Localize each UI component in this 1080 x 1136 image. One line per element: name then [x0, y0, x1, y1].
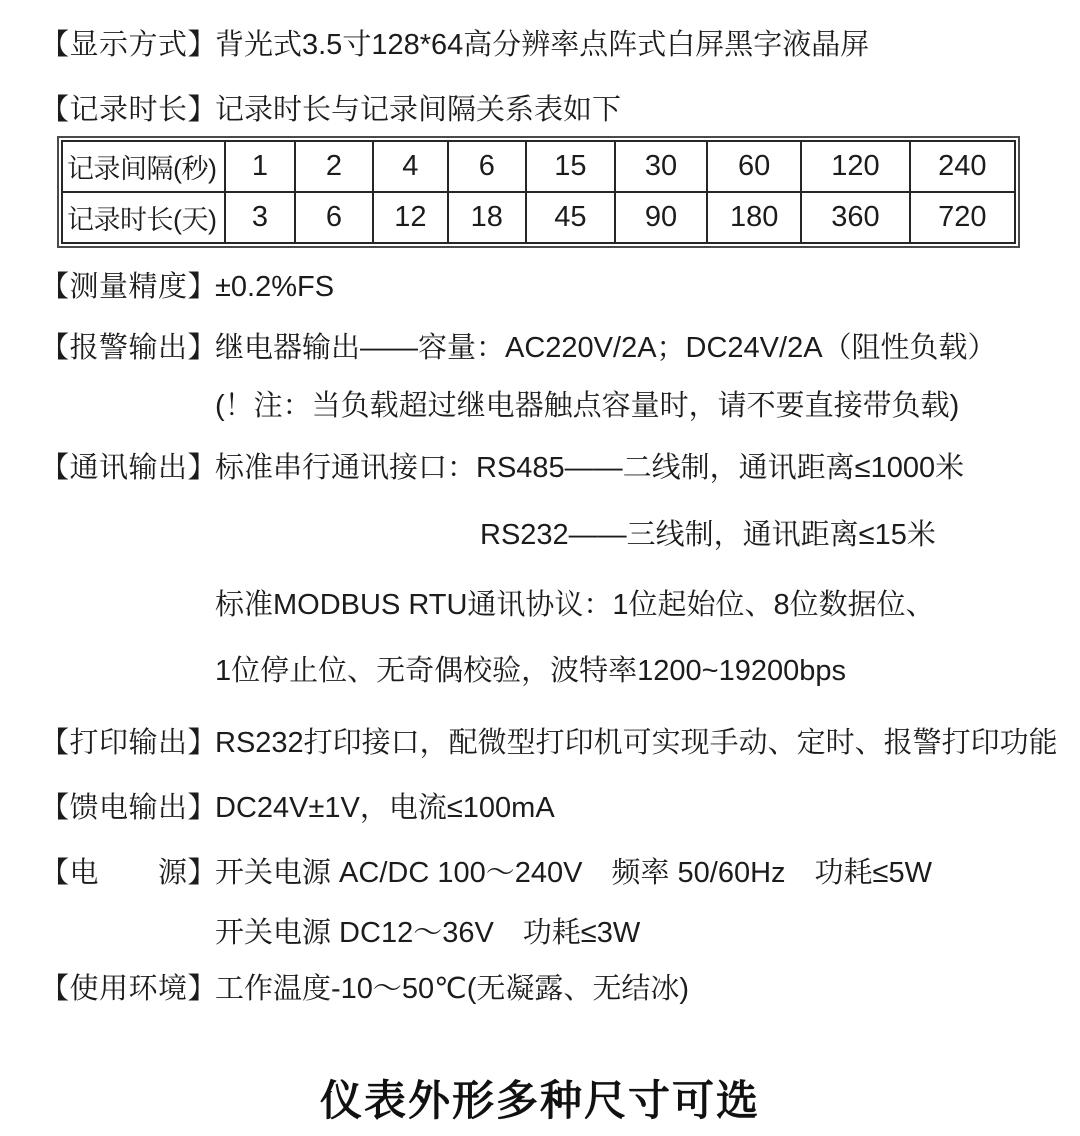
spec-row-alarm: [40, 331, 997, 365]
table-header-duration: 记录时长(天): [62, 192, 225, 243]
table-row-duration: [62, 192, 1015, 243]
spec-label: 【使用环境】: [40, 973, 218, 1005]
table-cell: 1: [225, 141, 295, 192]
table-cell: 12: [373, 192, 448, 243]
table-cell: 360: [801, 192, 909, 243]
spec-value: RS232打印接口，配微型打印机可实现手动、定时、报警打印功能: [215, 727, 1058, 759]
spec-label: 【记录时长】: [40, 94, 218, 126]
spec-row-display: [40, 28, 869, 62]
table-cell: 3: [225, 192, 295, 243]
spec-row-environment: [40, 972, 689, 1006]
spec-value: 继电器输出——容量：AC220V/2A；DC24V/2A（阻性负载）: [215, 332, 997, 364]
table-cell: 2: [295, 141, 373, 192]
spec-row-comm: [40, 451, 964, 485]
spec-value: DC24V±1V，电流≤100mA: [215, 792, 555, 824]
record-interval-table: [57, 136, 1020, 248]
spec-value: 开关电源 AC/DC 100～240V 频率 50/60Hz 功耗≤5W: [215, 857, 932, 889]
table-cell: 90: [615, 192, 707, 243]
spec-comm-line3: 标准MODBUS RTU通讯协议：1位起始位、8位数据位、: [215, 589, 935, 621]
table-cell: 180: [707, 192, 801, 243]
spec-label: 【测量精度】: [40, 271, 218, 303]
table-cell: 30: [615, 141, 707, 192]
spec-row-accuracy: [40, 270, 334, 304]
table-cell: 240: [910, 141, 1015, 192]
spec-label: 【电 源】: [40, 857, 218, 889]
spec-row-print: [40, 726, 1058, 760]
spec-value: 工作温度-10～50℃(无凝露、无结冰): [215, 973, 690, 1005]
spec-value: 背光式3.5寸128*64高分辨率点阵式白屏黑字液晶屏: [215, 29, 870, 61]
spec-value: 记录时长与记录间隔关系表如下: [215, 94, 622, 126]
spec-row-feed: [40, 791, 555, 825]
spec-value: 标准串行通讯接口：RS485——二线制，通讯距离≤1000米: [215, 452, 965, 484]
spec-label: 【报警输出】: [40, 332, 218, 364]
table-cell: 120: [801, 141, 909, 192]
spec-label: 【通讯输出】: [40, 452, 218, 484]
spec-comm-line2: RS232——三线制，通讯距离≤15米: [480, 519, 936, 551]
spec-label: 【显示方式】: [40, 29, 218, 61]
table-cell: 720: [910, 192, 1015, 243]
spec-row-record: [40, 93, 621, 127]
spec-value: ±0.2%FS: [215, 271, 335, 303]
spec-row-power: [40, 856, 932, 890]
table-cell: 4: [373, 141, 448, 192]
spec-label: 【馈电输出】: [40, 792, 218, 824]
spec-alarm-note: (！注：当负载超过继电器触点容量时，请不要直接带负载): [215, 390, 960, 422]
table-row-interval: [62, 141, 1015, 192]
table-cell: 60: [707, 141, 801, 192]
table-cell: 18: [448, 192, 526, 243]
table-cell: 45: [526, 192, 615, 243]
spec-label: 【打印输出】: [40, 727, 218, 759]
spec-comm-line4: 1位停止位、无奇偶校验，波特率1200~19200bps: [215, 655, 846, 687]
table-cell: 6: [295, 192, 373, 243]
table-cell: 15: [526, 141, 615, 192]
table-header-interval: 记录间隔(秒): [62, 141, 225, 192]
spec-power-line2: 开关电源 DC12～36V 功耗≤3W: [215, 917, 641, 949]
table-cell: 6: [448, 141, 526, 192]
section-heading: 仪表外形多种尺寸可选: [319, 1077, 760, 1124]
